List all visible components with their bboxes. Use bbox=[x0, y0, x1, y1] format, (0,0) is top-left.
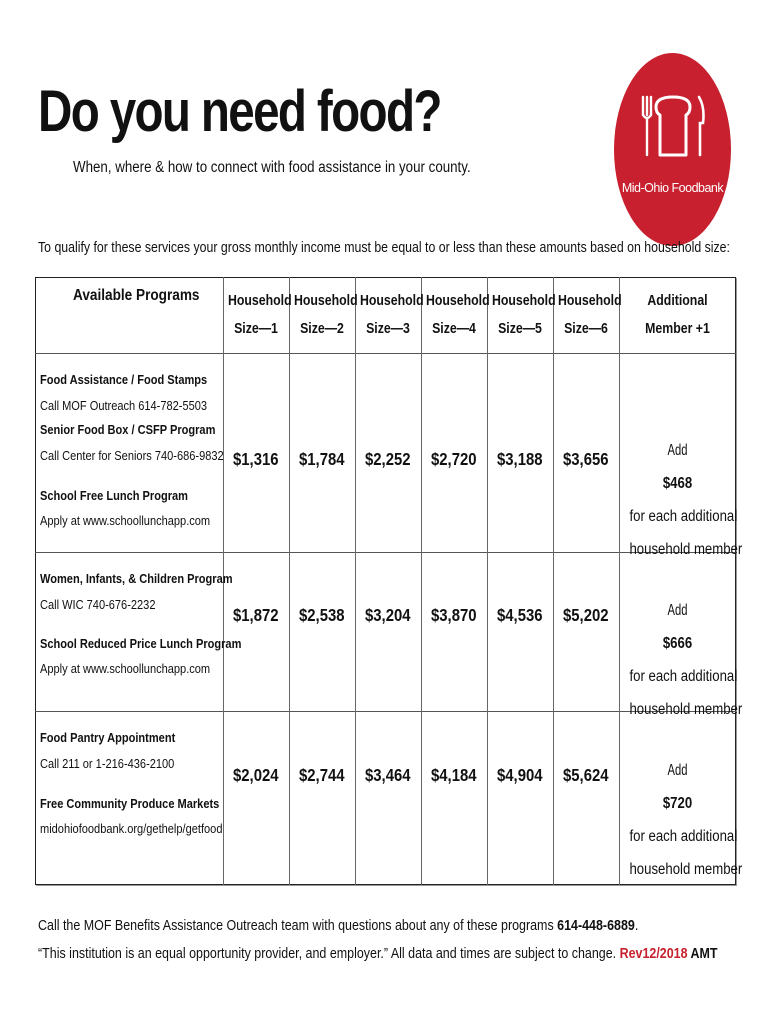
fork-bread-knife-icon bbox=[640, 93, 706, 173]
program-detail: Call WIC 740-676-2232 bbox=[40, 597, 156, 612]
col-divider bbox=[289, 277, 290, 885]
income-limit: $2,024 bbox=[233, 765, 279, 785]
income-limit: $3,204 bbox=[365, 605, 411, 625]
income-limit: $4,536 bbox=[497, 605, 543, 625]
income-limit: $4,184 bbox=[431, 765, 477, 785]
revision-label: Rev12/2018 bbox=[619, 946, 688, 962]
income-limit: $2,744 bbox=[299, 765, 345, 785]
income-limit: $1,872 bbox=[233, 605, 279, 625]
income-limit: $5,624 bbox=[563, 765, 609, 785]
income-limit: $2,538 bbox=[299, 605, 345, 625]
row-divider bbox=[35, 353, 736, 354]
household-size-2-header: Household Size—2 bbox=[293, 293, 358, 337]
col-divider bbox=[355, 277, 356, 885]
household-size-3-header: Household Size—3 bbox=[359, 293, 424, 337]
logo-text: Mid-Ohio Foodbank bbox=[621, 181, 724, 195]
income-limit: $3,870 bbox=[431, 605, 477, 625]
additional-member-amount: Add $666 for each additional household member bbox=[629, 602, 743, 718]
income-limit: $2,252 bbox=[365, 449, 411, 469]
household-size-5-header: Household Size—5 bbox=[491, 293, 556, 337]
program-name: Free Community Produce Markets bbox=[40, 796, 220, 811]
income-limit: $1,316 bbox=[233, 449, 279, 469]
program-name: Food Assistance / Food Stamps bbox=[40, 372, 208, 387]
program-detail: midohiofoodbank.org/gethelp/getfood bbox=[40, 821, 223, 836]
household-size-4-header: Household Size—4 bbox=[425, 293, 490, 337]
income-limit: $3,188 bbox=[497, 449, 543, 469]
program-name: School Free Lunch Program bbox=[40, 488, 188, 503]
col-divider bbox=[487, 277, 488, 885]
income-limit: $1,784 bbox=[299, 449, 345, 469]
program-detail: Apply at www.schoollunchapp.com bbox=[40, 661, 211, 676]
program-detail: Call 211 or 1-216-436-2100 bbox=[40, 756, 175, 771]
program-name: Food Pantry Appointment bbox=[40, 730, 176, 745]
additional-member-amount: Add $720 for each additional household member bbox=[629, 762, 743, 878]
col-divider bbox=[421, 277, 422, 885]
program-detail: Call MOF Outreach 614-782-5503 bbox=[40, 398, 208, 413]
income-limit: $2,720 bbox=[431, 449, 477, 469]
program-name: Women, Infants, & Children Program bbox=[40, 571, 233, 586]
col-divider bbox=[619, 277, 620, 885]
program-detail: Call Center for Seniors 740-686-9832 bbox=[40, 448, 224, 463]
disclaimer-line: “This institution is an equal opportunity provider, and employer.” All data and times are subject to change. Rev12/2018 AMT bbox=[38, 946, 718, 962]
additional-member-amount: Add $468 for each additional household member bbox=[629, 442, 743, 558]
income-limit: $4,904 bbox=[497, 765, 543, 785]
program-detail: Apply at www.schoollunchapp.com bbox=[40, 513, 211, 528]
program-name: School Reduced Price Lunch Program bbox=[40, 636, 242, 651]
income-limit: $5,202 bbox=[563, 605, 609, 625]
income-limit: $3,464 bbox=[365, 765, 411, 785]
household-size-1-header: Household Size—1 bbox=[227, 293, 292, 337]
household-size-6-header: Household Size—6 bbox=[557, 293, 622, 337]
page-title: Do you need food? bbox=[38, 79, 441, 144]
page-subtitle: When, where & how to connect with food assistance in your county. bbox=[73, 159, 471, 176]
available-programs-header: Available Programs bbox=[73, 287, 200, 304]
col-divider bbox=[553, 277, 554, 885]
income-table bbox=[35, 277, 743, 885]
outreach-contact-line: Call the MOF Benefits Assistance Outreach team with questions about any of these programs 614-448-6889. bbox=[38, 918, 639, 934]
outreach-phone: 614-448-6889 bbox=[557, 918, 635, 934]
qualify-text: To qualify for these services your gross monthly income must be equal to or less than these amounts based on household size: bbox=[38, 240, 730, 256]
mid-ohio-foodbank-logo bbox=[614, 53, 731, 246]
additional-member-header: Additional Member +1 bbox=[645, 293, 710, 337]
income-limit: $3,656 bbox=[563, 449, 609, 469]
program-name: Senior Food Box / CSFP Program bbox=[40, 422, 216, 437]
